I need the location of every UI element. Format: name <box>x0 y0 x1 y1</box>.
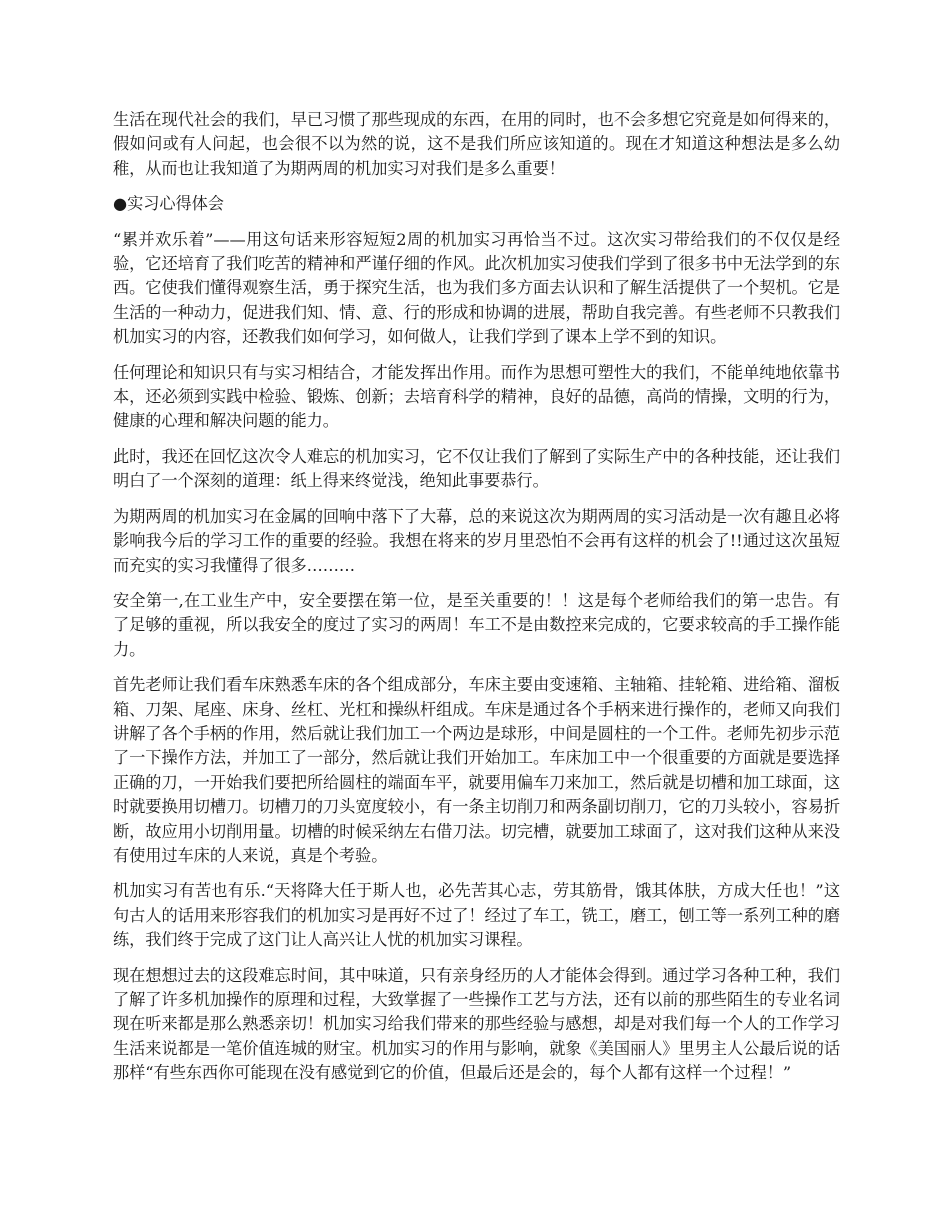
body-paragraph: 机加实习有苦也有乐.“天将降大任于斯人也，必先苦其心志，劳其筋骨，饿其体肤，方成大任也！”这句古人的话用来形容我们的机加实习是再好不过了！经过了车工，铣工，磨工，刨工等一系列工种的磨练，我们终于完成了这门让人高兴让人忧的机加实习课程。 <box>113 881 840 950</box>
body-paragraph: 任何理论和知识只有与实习相结合，才能发挥出作用。而作为思想可塑性大的我们，不能单纯地依靠书本，还必须到实践中检验、锻炼、创新；去培育科学的精神，良好的品德，高尚的情操，文明的行为，健康的心理和解决问题的能力。 <box>113 362 840 431</box>
body-paragraph: 为期两周的机加实习在金属的回响中落下了大幕，总的来说这次为期两周的实习活动是一次有趣且必将影响我今后的学习工作的重要的经验。我想在将来的岁月里恐怕不会再有这样的机会了!!通过这次虽短而充实的实习我懂得了很多……… <box>113 506 840 575</box>
body-paragraph: 此时，我还在回忆这次令人难忘的机加实习，它不仅让我们了解到了实际生产中的各种技能，还让我们明白了一个深刻的道理：纸上得来终觉浅，绝知此事要恭行。 <box>113 446 840 491</box>
body-paragraph: 安全第一,在工业生产中，安全要摆在第一位，是至关重要的！！这是每个老师给我们的第一忠告。有了足够的重视，所以我安全的度过了实习的两周！车工不是由数控来完成的，它要求较高的手工操作能力。 <box>113 590 840 659</box>
body-paragraph: “累并欢乐着”——用这句话来形容短短2周的机加实习再恰当不过。这次实习带给我们的不仅仅是经验，它还培育了我们吃苦的精神和严谨仔细的作风。此次机加实习使我们学到了很多书中无法学到的东西。它使我们懂得观察生活，勇于探究生活，也为我们多方面去认识和了解生活提供了一个契机。它是生活的一种动力，促进我们知、情、意、行的形成和协调的进展，帮助自我完善。有些老师不只教我们机加实习的内容，还教我们如何学习，如何做人，让我们学到了课本上学不到的知识。 <box>113 229 840 347</box>
body-paragraph: 首先老师让我们看车床熟悉车床的各个组成部分，车床主要由变速箱、主轴箱、挂轮箱、进给箱、溜板箱、刀架、尾座、床身、丝杠、光杠和操纵杆组成。车床是通过各个手柄来进行操作的，老师又向我们讲解了各个手柄的作用，然后就让我们加工一个两边是球形，中间是圆柱的一个工件。老师先初步示范了一下操作方法，并加工了一部分，然后就让我们开始加工。车床加工中一个很重要的方面就是要选择正确的刀，一开始我们要把所给圆柱的端面车平，就要用偏车刀来加工，然后就是切槽和加工球面，这时就要换用切槽刀。切槽刀的刀头宽度较小，有一条主切削刀和两条副切削刀，它的刀头较小，容易折断，故应用小切削用量。切槽的时候采纳左右借刀法。切完槽，就要加工球面了，这对我们这种从来没有使用过车床的人来说，真是个考验。 <box>113 675 840 865</box>
document-page <box>113 108 840 1097</box>
section-heading: ●实习心得体会 <box>113 194 224 214</box>
body-paragraph: 现在想想过去的这段难忘时间，其中味道，只有亲身经历的人才能体会得到。通过学习各种工种，我们了解了许多机加操作的原理和过程，大致掌握了一些操作工艺与方法，还有以前的那些陌生的专业名词现在听来都是那么熟悉亲切！机加实习给我们带来的那些经验与感想，却是对我们每一个人的工作学习生活来说都是一笔价值连城的财宝。机加实习的作用与影响，就象《美国丽人》里男主人公最后说的话那样“有些东西你可能现在没有感觉到它的价值，但最后还是会的，每个人都有这样一个过程！” <box>113 965 840 1083</box>
intro-paragraph: 生活在现代社会的我们，早已习惯了那些现成的东西，在用的同时，也不会多想它究竟是如何得来的，假如问或有人问起，也会很不以为然的说，这不是我们所应该知道的。现在才知道这种想法是多么幼稚，从而也让我知道了为期两周的机加实习对我们是多么重要！ <box>113 110 840 178</box>
